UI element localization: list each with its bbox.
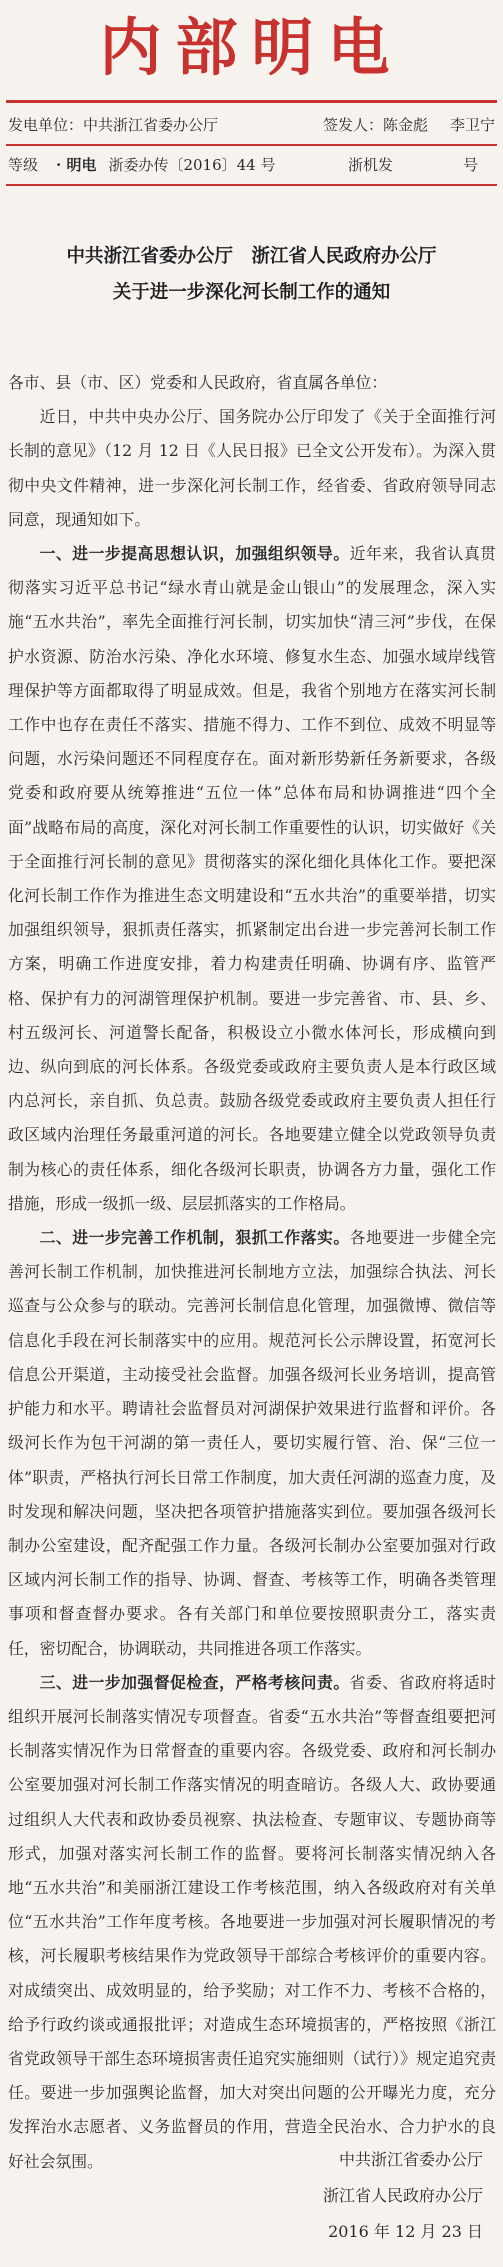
- document-title-line-2: 关于进一步深化河长制工作的通知: [112, 282, 391, 303]
- signature-issuer-1: 中共浙江省委办公厅: [338, 2150, 483, 2169]
- signature-issuer-2: 浙江省人民政府办公厅: [322, 2186, 483, 2205]
- doc-number: 浙委办传〔2016〕44 号: [108, 156, 276, 174]
- signer-2: 李卫宁: [449, 116, 495, 134]
- grade-value: · 明电: [56, 156, 97, 174]
- section-3-heading: 三、进一步加强督促检查，严格考核问责。: [39, 1672, 350, 1692]
- masthead-divider: [6, 100, 497, 103]
- section-3-text: 省委、省政府将适时组织开展河长制落实情况专项督查。省委“五水共治”等督查组要把河长制落实情况作为日常督查的重要内容。各级党委、政府和河长制办公室要加强对河长制工作落实情况的明查暗访。各级人大、政协要通过组织人大代表和政协委员视察、执法检查、专题审议、专题协商等形式，加强对落实河长制工作的监督。要将河长制落实情况纳入各地“五水共治”和美丽浙江建设工作考核范围，纳入各级政府对有关单位“五水共治”工作年度考核。各地要进一步加强对河长履职情况的考核，河长履职考核结果作为党政领导干部综合考核评价的重要内容。对成绩突出、成效明显的，给予奖励；对工作不力、考核不合格的，给予行政约谈或通报批评；对造成生态环境损害的，严格按照《浙江省党政领导干部生态环境损害责任追究实施细则（试行）》规定追究责任。要进一步加强舆论监督，加大对突出问题的公开曝光力度，充分发挥治水志愿者、义务监督员的作用，营造全民治水、合力护水的良好社会氛围。: [8, 1672, 496, 2171]
- signature-date: 2016 年 12 月 23 日: [328, 2222, 483, 2241]
- section-1: [8, 537, 496, 1221]
- addressee: 各市、县（市、区）党委和人民政府，省直属各单位：: [8, 373, 388, 392]
- sender-row: [8, 110, 495, 140]
- header-bottom-divider: [6, 184, 497, 186]
- section-3: [8, 1666, 496, 2179]
- intro-paragraph: 近日，中共中央办公厅、国务院办公厅印发了《关于全面推行河长制的意见》（12 月 12 日《人民日报》已全文公开发布）。为深入贯彻中央文件精神，进一步深化河长制工作，经省委、省政府领导同志同意，现通知如下。: [8, 407, 496, 529]
- signature-block: [323, 2142, 483, 2250]
- masthead: [0, 0, 503, 96]
- section-2-text: 各地要进一步健全完善河长制工作机制，加快推进河长制地方立法，加强综合执法、河长巡查与公众参与的联动。完善河长制信息化管理，加强微博、微信等信息化手段在河长制落实中的应用。规范河长公示牌设置，拓宽河长信息公开渠道，主动接受社会监督。加强各级河长业务培训，提高管护能力和水平。聘请社会监督员对河湖保护效果进行监督和评价。各级河长作为包干河湖的第一责任人，要切实履行管、治、保“三位一体”职责，严格执行河长日常工作制度，加大责任河湖的巡查力度，及时发现和解决问题，坚决把各项管护措施落实到位。要加强各级河长制办公室建设，配齐配强工作力量。各级河长制办公室要加强对行政区域内河长制工作的指导、协调、督查、考核等工作，明确各类管理事项和督查督办要求。各有关部门和单位要按照职责分工，落实责任，密切配合，协调联动，共同推进各项工作落实。: [8, 1228, 496, 1658]
- section-2: [8, 1221, 496, 1666]
- section-2-heading: 二、进一步完善工作机制，狠抓工作落实。: [39, 1228, 350, 1248]
- sender-label: 发电单位：: [8, 116, 84, 134]
- section-1-heading: 一、进一步提高思想认识，加强组织领导。: [39, 544, 350, 564]
- issue-suffix: 号: [463, 156, 479, 174]
- signers-label: 签发人：: [322, 116, 383, 134]
- grade-label: 等级: [8, 156, 39, 174]
- masthead-title: 内部明电: [99, 11, 404, 84]
- issue-label: 浙机发: [348, 156, 394, 174]
- section-1-text: 近年来，我省认真贯彻落实习近平总书记“绿水青山就是金山银山”的发展理念，深入实施“五水共治”，率先全面推行河长制，切实加快“清三河”步伐，在保护水资源、防治水污染、净化水环境、修复水生态、加强水域岸线管理保护等方面都取得了明显成效。但是，我省个别地方在落实河长制工作中也存在责任不落实、措施不得力、工作不到位、成效不明显等问题，水污染问题还不同程度存在。面对新形势新任务新要求，各级党委和政府要从统筹推进“五位一体”总体布局和协调推进“四个全面”战略布局的高度，深化对河长制工作重要性的认识，切实做好《关于全面推行河长制的意见》贯彻落实的深化细化具体化工作。要把深化河长制工作作为推进生态文明建设和“五水共治”的重要举措，切实加强组织领导，狠抓责任落实，抓紧制定出台进一步完善河长制工作方案，明确工作进度安排，着力构建责任明确、协调有序、监管严格、保护有力的河湖管理保护机制。要进一步完善省、市、县、乡、村五级河长、河道警长配备，积极设立小微水体河长，形成横向到边、纵向到底的河长体系。各级党委或政府主要负责人是本行政区域内总河长，亲自抓、负总责。鼓励各级党委或政府主要负责人担任行政区域内治理任务最重河道的河长。各地要建立健全以党政领导负责制为核心的责任体系，细化各级河长职责，协调各方力量，强化工作措施，形成一级抓一级、层层抓落实的工作格局。: [8, 544, 496, 1213]
- meta-divider: [6, 144, 497, 146]
- sender-value: 中共浙江省委办公厅: [83, 116, 219, 134]
- document-body: [8, 366, 496, 2179]
- signer-1: 陈金彪: [382, 116, 428, 134]
- document-title-line-1: 中共浙江省委办公厅 浙江省人民政府办公厅: [66, 246, 437, 267]
- grade-row: [8, 150, 495, 180]
